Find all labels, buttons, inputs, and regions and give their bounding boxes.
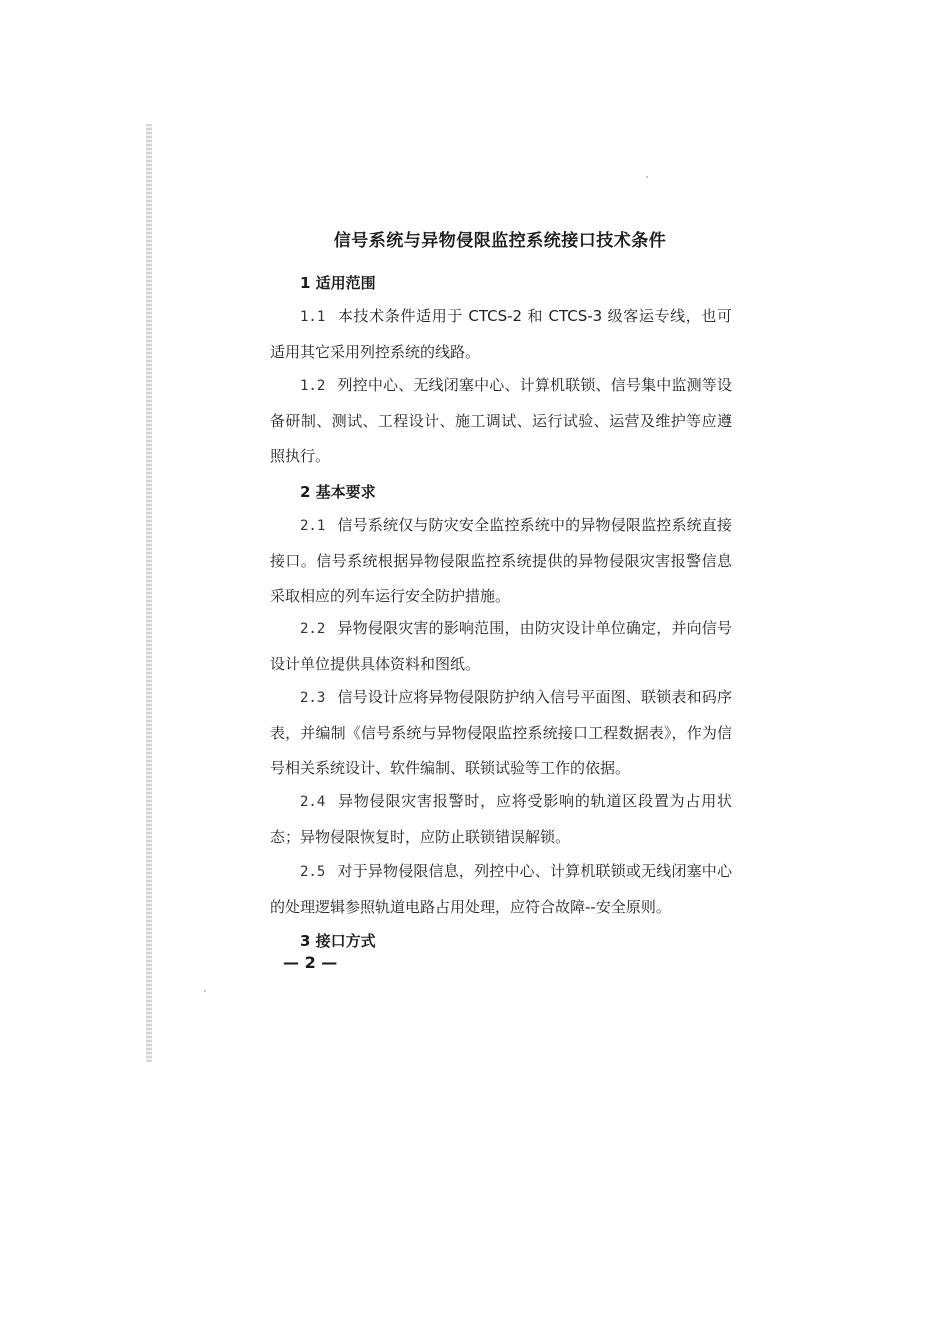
section-heading-1: 1 适用范围 [300, 274, 376, 292]
paragraph-number: 2.3 [300, 690, 326, 706]
paragraph-number: 2.2 [300, 621, 326, 637]
paragraph-1-2 [270, 368, 732, 474]
scan-speck [646, 176, 648, 178]
paragraph-text: 本技术条件适用于 CTCS-2 和 CTCS-3 级客运专线，也可适用其它采用列控系统的线路。 [270, 307, 732, 361]
paragraph-2-2 [270, 611, 732, 682]
paragraph-text: 信号设计应将异物侵限防护纳入信号平面图、联锁表和码序表，并编制《信号系统与异物侵限监控系统接口工程数据表》，作为信号相关系统设计、软件编制、联锁试验等工作的依据。 [270, 688, 732, 777]
paragraph-1-1 [270, 299, 732, 370]
section-heading-3: 3 接口方式 [300, 932, 376, 950]
paragraph-text: 列控中心、无线闭塞中心、计算机联锁、信号集中监测等设备研制、测试、工程设计、施工调试、运行试验、运营及维护等应遵照执行。 [270, 376, 732, 465]
paragraph-2-3 [270, 680, 732, 786]
paragraph-2-4 [270, 784, 732, 855]
section-heading-2: 2 基本要求 [300, 483, 376, 501]
paragraph-text: 异物侵限灾害的影响范围，由防灾设计单位确定，并向信号设计单位提供具体资料和图纸。 [270, 619, 732, 673]
paragraph-text: 信号系统仅与防灾安全监控系统中的异物侵限监控系统直接接口。信号系统根据异物侵限监控系统提供的异物侵限灾害报警信息采取相应的列车运行安全防护措施。 [270, 516, 732, 605]
page-number: — 2 — [283, 953, 338, 972]
scan-edge [146, 124, 152, 1062]
paragraph-text: 异物侵限灾害报警时，应将受影响的轨道区段置为占用状态；异物侵限恢复时，应防止联锁错误解锁。 [270, 792, 732, 846]
paragraph-2-5 [270, 854, 732, 925]
paragraph-number: 1.2 [300, 378, 326, 394]
paragraph-2-1 [270, 508, 732, 614]
paragraph-number: 2.5 [300, 864, 326, 880]
paragraph-text: 对于异物侵限信息，列控中心、计算机联锁或无线闭塞中心的处理逻辑参照轨道电路占用处理，应符合故障--安全原则。 [270, 862, 732, 916]
paragraph-number: 2.4 [300, 794, 326, 810]
paragraph-number: 1.1 [300, 309, 326, 325]
paragraph-number: 2.1 [300, 518, 326, 534]
scan-speck [204, 990, 206, 992]
document-title: 信号系统与异物侵限监控系统接口技术条件 [333, 231, 667, 251]
